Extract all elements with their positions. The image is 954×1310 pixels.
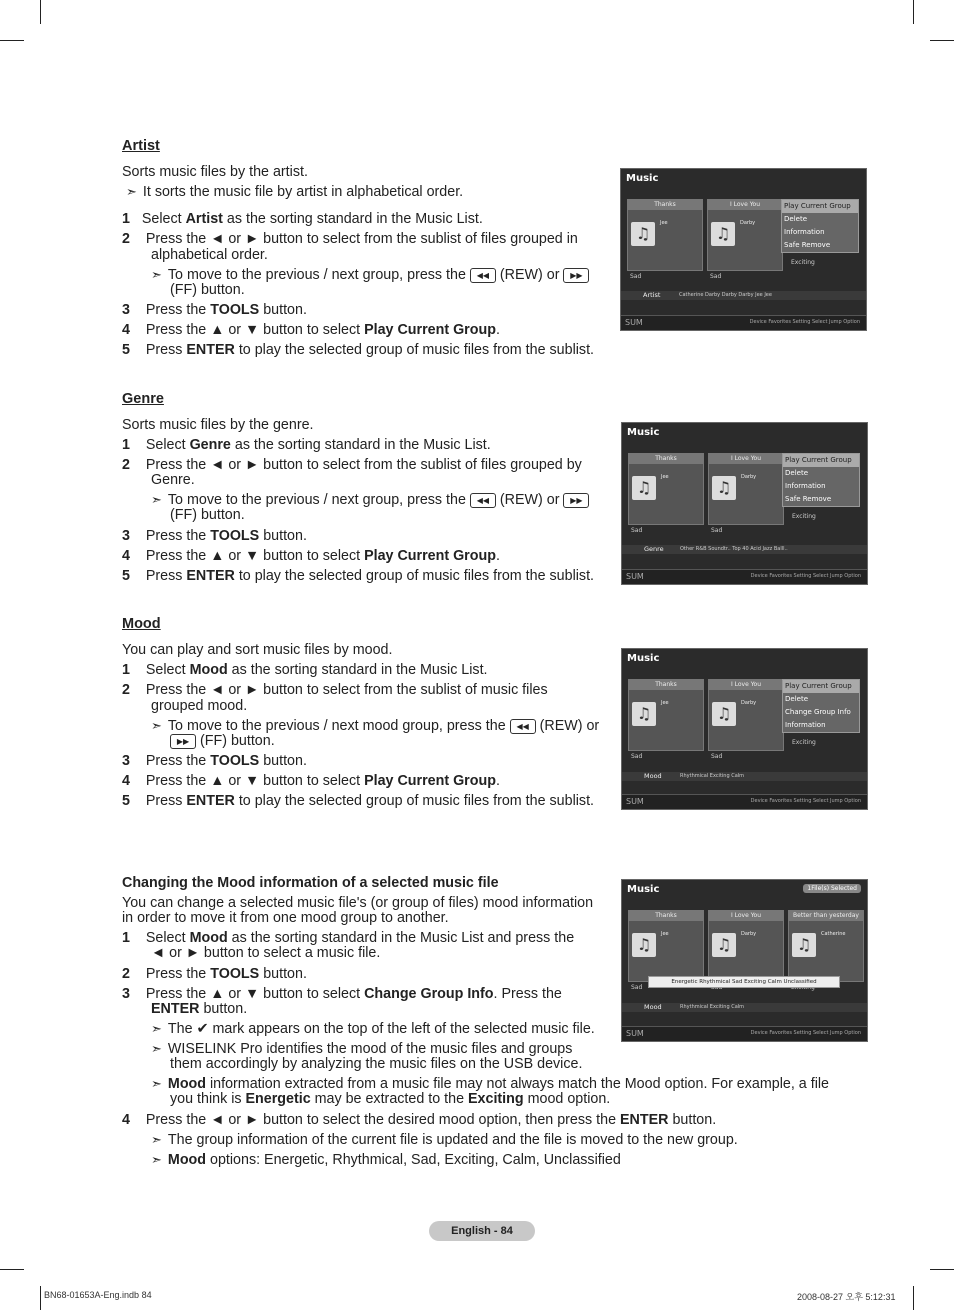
music-card: I Love You ♫ Darby [708,910,784,982]
note-arrow-icon: ➣ [151,267,162,282]
artist-screenshot [620,168,867,331]
change-note-3: ➣ Mood information extracted from a music file may not always match the Mood option. For example, a file [151,1076,829,1092]
menu-item[interactable]: Delete [785,695,808,703]
artist-sub-note: ➣ To move to the previous / next group, press the ◀◀ (REW) or ▶▶ [151,267,589,283]
change-mood-screenshot [621,879,868,1042]
artist-intro: Sorts music files by the artist. [122,164,308,180]
change-step-2: 2 Press the TOOLS button. [122,966,307,982]
music-note-icon: ♫ [631,222,655,246]
genre-intro: Sorts music files by the genre. [122,417,314,433]
page-number: English - 84 [429,1221,535,1241]
change-intro-2: in order to move it from one mood group to another. [122,910,449,926]
change-note-1: ➣ The ✔ mark appears on the top of the left of the selected music file. [151,1021,595,1037]
menu-item[interactable]: Information [784,228,825,236]
rew-icon: ◀◀ [470,493,496,508]
genre-step-5: 5 Press ENTER to play the selected group of music files from the sublist. [122,568,595,584]
mood-step-3: 3 Press the TOOLS button. [122,753,307,769]
music-card: I Love You ♫ Darby Sad [708,679,784,751]
mood-heading: Mood [122,616,161,632]
artist-step-4: 4 Press the ▲ or ▼ button to select Play Current Group. [122,322,500,338]
music-card: Thanks ♫ Jee Sad [628,910,704,982]
menu-item[interactable]: Safe Remove [785,495,832,503]
mood-label: Exciting [791,259,815,266]
change-step-3: 3 Press the ▲ or ▼ button to select Change Group Info. Press the [122,986,562,1002]
status-bar: SUM Device Favorites Setting Select Jump Option [622,794,867,809]
music-note-icon: ♫ [632,476,656,500]
artist-step-1: 1 Select Artist as the sorting standard in the Music List. [122,211,483,227]
mood-step-5: 5 Press ENTER to play the selected group of music files from the sublist. [122,793,595,809]
sort-bar: Mood Rhythmical Exciting Calm [622,772,867,781]
music-note-icon: ♫ [632,933,656,957]
mood-sub-note-cont: ▶▶ (FF) button. [170,733,275,749]
mood-step-4: 4 Press the ▲ or ▼ button to select Play Current Group. [122,773,500,789]
mood-intro: You can play and sort music files by mood. [122,642,393,658]
ff-icon: ▶▶ [563,268,589,283]
genre-step-4: 4 Press the ▲ or ▼ button to select Play Current Group. [122,548,500,564]
music-note-icon: ♫ [792,933,816,957]
change-step-1: 1 Select Mood as the sorting standard in the Music List and press the [122,930,575,946]
genre-step-2-cont: Genre. [151,472,195,488]
mood-step-2: 2 Press the ◄ or ► button to select from the sublist of music files [122,682,548,698]
mood-step-1: 1 Select Mood as the sorting standard in the Music List. [122,662,488,678]
note-arrow-icon: ➣ [151,1021,162,1036]
change-step-4: 4 Press the ◄ or ► button to select the desired mood option, then press the ENTER button. [122,1112,717,1128]
genre-step-1: 1 Select Genre as the sorting standard in the Music List. [122,437,491,453]
music-card: Thanks ♫ Jee Sad [628,679,704,751]
crop-mark [913,0,914,24]
change-step-3-cont: ENTER button. [151,1001,248,1017]
note-arrow-icon: ➣ [151,1152,162,1167]
artist-sub-note-cont: (FF) button. [170,282,245,298]
screen-title: Music [627,653,660,664]
music-card: Thanks ♫ Jee Sad [628,453,704,525]
note-arrow-icon: ➣ [126,184,137,199]
artist-heading: Artist [122,138,160,154]
genre-sub-note: ➣ To move to the previous / next group, press the ◀◀ (REW) or ▶▶ [151,492,589,508]
music-note-icon: ♫ [712,702,736,726]
crop-mark [40,0,41,24]
artist-step-2: 2 Press the ◄ or ► button to select from the sublist of files grouped in [122,231,578,247]
note-arrow-icon: ➣ [151,492,162,507]
checkmark-icon: ✔ [196,1021,209,1037]
genre-heading: Genre [122,391,164,407]
menu-item[interactable]: Delete [784,215,807,223]
artist-step-5: 5 Press ENTER to play the selected group of music files from the sublist. [122,342,595,358]
crop-mark [0,40,24,41]
change-note-3-cont: you think is Energetic may be extracted to the Exciting mood option. [170,1091,611,1107]
mood-sub-note: ➣ To move to the previous / next mood group, press the ◀◀ (REW) or [151,718,600,734]
sort-bar: Artist Catherine Darby Darby Darby Jee Jee [621,291,866,300]
genre-sub-note-cont: (FF) button. [170,507,245,523]
footer-date: 2008-08-27 오후 5:12:31 [797,1292,896,1302]
menu-item[interactable]: Play Current Group [783,454,859,467]
change-note-5: ➣ Mood options: Energetic, Rhythmical, Sad, Exciting, Calm, Unclassified [151,1152,621,1168]
change-step-1-cont: ◄ or ► button to select a music file. [151,945,381,961]
mood-options-bar[interactable]: Energetic Rhythmical Sad Exciting Calm Unclassified [648,976,840,988]
screen-title: Music [627,884,660,895]
rew-icon: ◀◀ [510,719,536,734]
note-arrow-icon: ➣ [151,1132,162,1147]
crop-mark [930,1269,954,1270]
ff-icon: ▶▶ [563,493,589,508]
screen-title: Music [626,173,659,184]
genre-step-2: 2 Press the ◄ or ► button to select from the sublist of files grouped by [122,457,582,473]
crop-mark [0,1269,24,1270]
change-note-2: ➣ WISELINK Pro identifies the mood of the music files and groups [151,1041,573,1057]
menu-item[interactable]: Play Current Group [782,200,858,213]
genre-screenshot [621,422,868,585]
tools-menu [782,453,860,507]
sort-bar: Mood Rhythmical Exciting Calm [622,1003,867,1012]
menu-item[interactable]: Information [785,721,826,729]
change-note-2-cont: them accordingly by analyzing the music files on the USB device. [170,1056,583,1072]
note-arrow-icon: ➣ [151,718,162,733]
note-arrow-icon: ➣ [151,1041,162,1056]
tools-menu [781,199,859,253]
menu-item[interactable]: Delete [785,469,808,477]
ff-icon: ▶▶ [170,734,196,749]
menu-item[interactable]: Safe Remove [784,241,831,249]
status-bar: SUM Device Favorites Setting Select Jump Option [622,569,867,584]
artist-step-3: 3 Press the TOOLS button. [122,302,307,318]
music-card: Better than yesterday ♫ Catherine [788,910,864,982]
menu-item[interactable]: Play Current Group [783,680,859,693]
change-intro-1: You can change a selected music file's (or group of files) mood information [122,895,594,911]
mood-screenshot [621,648,868,810]
selected-badge: 1File(s) Selected [803,884,861,893]
music-note-icon: ♫ [712,476,736,500]
music-card: I Love You ♫ Darby Sad [708,453,784,525]
genre-step-3: 3 Press the TOOLS button. [122,528,307,544]
change-heading: Changing the Mood information of a selected music file [122,875,499,891]
rew-icon: ◀◀ [470,268,496,283]
footer-file: BN68-01653A-Eng.indb 84 [44,1290,152,1300]
mood-label: Exciting [792,513,816,520]
crop-mark [40,1286,41,1310]
menu-item[interactable]: Change Group Info [785,708,851,716]
music-card: Thanks ♫ Jee Sad [627,199,703,271]
crop-mark [913,1286,914,1310]
tools-menu [782,679,860,733]
crop-mark [930,40,954,41]
music-note-icon: ♫ [712,933,736,957]
music-note-icon: ♫ [632,702,656,726]
note-arrow-icon: ➣ [151,1076,162,1091]
status-bar: SUM Device Favorites Setting Select Jump Option [621,315,866,330]
menu-item[interactable]: Information [785,482,826,490]
artist-step-2-cont: alphabetical order. [151,247,268,263]
music-note-icon: ♫ [711,222,735,246]
mood-label: Exciting [792,739,816,746]
status-bar: SUM Device Favorites Setting Select Jump Option [622,1026,867,1041]
change-note-4: ➣ The group information of the current file is updated and the file is moved to the new group. [151,1132,738,1148]
artist-note: ➣ It sorts the music file by artist in alphabetical order. [126,184,464,200]
sort-bar: Genre Other R&B Soundtr.. Top 40 Acid Jazz Balll.. [622,545,867,554]
mood-step-2-cont: grouped mood. [151,698,248,714]
screen-title: Music [627,427,660,438]
music-card: I Love You ♫ Darby Sad [707,199,783,271]
